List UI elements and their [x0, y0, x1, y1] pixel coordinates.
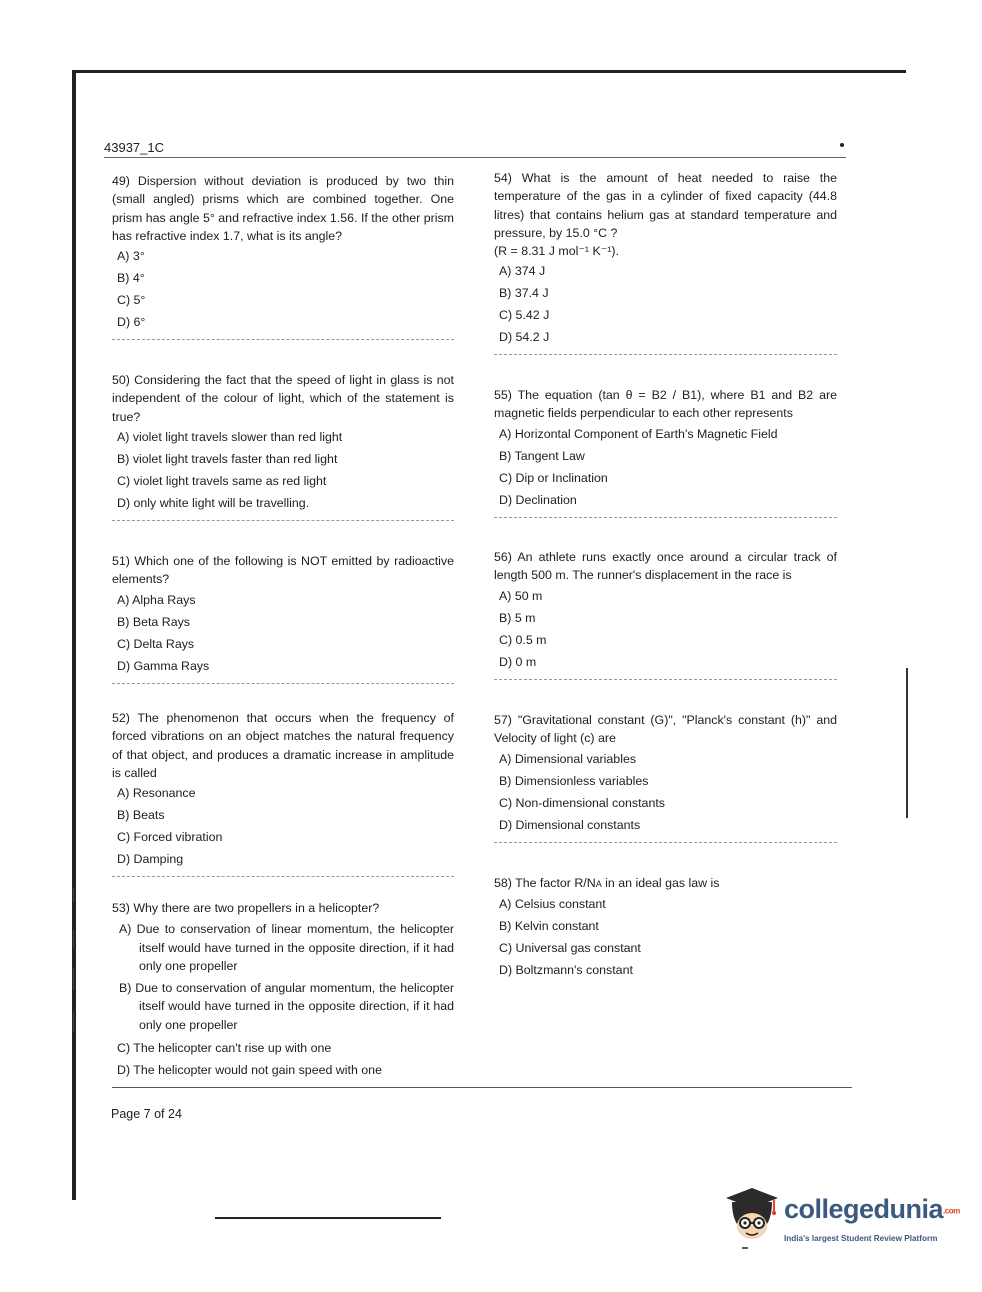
option-d: D) The helicopter would not gain speed with one — [117, 1063, 382, 1078]
scan-mark-right — [906, 668, 908, 818]
option-d: D) 54.2 J — [499, 330, 550, 345]
question-58 — [494, 874, 837, 981]
option-b: B) Dimensionless variables — [499, 773, 649, 788]
option-a: A) Dimensional variables — [499, 751, 637, 766]
logo-suffix: .com — [943, 1206, 960, 1216]
option-c: C) 5° — [117, 293, 146, 308]
option-a: A) violet light travels slower than red light — [117, 429, 343, 444]
question-stem: 51) Which one of the following is NOT emitted by radioactive elements? — [112, 554, 454, 587]
question-stem: 56) An athlete runs exactly once around a circular track of length 500 m. The runner's displacement in the race is — [494, 550, 837, 583]
option-a: A) Alpha Rays — [117, 592, 196, 607]
question-51 — [112, 552, 454, 684]
option-d: D) 6° — [117, 315, 146, 330]
paper-code: 43937_1C — [104, 140, 164, 155]
question-divider — [112, 683, 454, 684]
header-rule — [104, 157, 846, 158]
option-b: B) 5 m — [499, 610, 536, 625]
option-c: C) 5.42 J — [499, 308, 550, 323]
stem-subscript: A — [595, 879, 602, 889]
question-divider — [494, 679, 837, 680]
option-c: C) Forced vibration — [117, 830, 223, 845]
question-54 — [494, 169, 837, 355]
scan-tick — [73, 888, 74, 902]
question-55 — [494, 386, 837, 518]
option-b: B) 4° — [117, 271, 145, 286]
question-stem: 54) What is the amount of heat needed to raise the temperature of the gas in a cylinder of fixed capacity (44.8 litres) that contains helium gas at standard temperature and pressure, by 15.0 °C ? — [494, 171, 837, 240]
option-b: B) Kelvin constant — [499, 919, 599, 934]
option-c: C) Non-dimensional constants — [499, 795, 665, 810]
question-stem — [494, 874, 837, 893]
option-a: A) 374 J — [499, 264, 546, 279]
option-c: C) 0.5 m — [499, 632, 547, 647]
option-a: A) 50 m — [499, 588, 543, 603]
option-d: D) Damping — [117, 852, 184, 867]
question-divider — [112, 876, 454, 877]
question-divider — [112, 339, 454, 340]
logo-tagline: India's largest Student Review Platform — [784, 1234, 938, 1243]
question-divider — [494, 354, 837, 355]
question-stem: 53) Why there are two propellers in a helicopter? — [112, 901, 380, 915]
question-stem: 50) Considering the fact that the speed of light in glass is not independent of the colour of light, which of the statement is true? — [112, 373, 454, 424]
option-a: A) Due to conservation of linear momentum, the helicopter itself would have turned in the opposite direction, if it had only one propeller — [119, 922, 454, 974]
question-53 — [112, 899, 454, 1081]
scan-tick — [73, 930, 74, 948]
option-b: B) violet light travels faster than red light — [117, 451, 338, 466]
stem-suffix: in an ideal gas law is — [601, 876, 720, 890]
question-50 — [112, 371, 454, 521]
page-number: Page 7 of 24 — [111, 1107, 182, 1121]
option-b: B) 37.4 J — [499, 286, 549, 301]
scan-tick — [73, 968, 74, 990]
option-b: B) Tangent Law — [499, 448, 585, 463]
option-c: C) Universal gas constant — [499, 941, 641, 956]
question-divider — [494, 517, 837, 518]
option-a: A) Celsius constant — [499, 897, 606, 912]
option-a: A) Resonance — [117, 786, 196, 801]
question-divider — [494, 842, 837, 843]
logo-name: collegedunia — [784, 1194, 944, 1224]
option-c: C) Dip or Inclination — [499, 470, 608, 485]
collegedunia-logo — [722, 1186, 962, 1256]
question-56 — [494, 548, 837, 680]
question-stem: 52) The phenomenon that occurs when the frequency of forced vibrations on an object matches the natural frequency of that object, and produces a dramatic increase in amplitude is called — [112, 711, 454, 780]
scan-bottom-line — [215, 1217, 441, 1219]
question-57 — [494, 711, 837, 843]
question-stem: 55) The equation (tan θ = B2 / B1), where B1 and B2 are magnetic fields perpendicular to each other represents — [494, 388, 837, 421]
question-52 — [112, 709, 454, 877]
option-c: C) violet light travels same as red light — [117, 473, 327, 488]
gas-constant: (R = 8.31 J mol⁻¹ K⁻¹). — [494, 244, 619, 259]
option-d: D) only white light will be travelling. — [117, 495, 310, 510]
option-c: C) Delta Rays — [117, 636, 195, 651]
option-c: C) The helicopter can't rise up with one — [117, 1041, 332, 1056]
logo-wordmark — [784, 1194, 960, 1225]
option-d: D) 0 m — [499, 654, 537, 669]
option-a: A) 3° — [117, 249, 145, 264]
option-b: B) Beta Rays — [117, 614, 190, 629]
header-dot — [840, 143, 844, 147]
question-49 — [112, 172, 454, 340]
option-d: D) Gamma Rays — [117, 658, 210, 673]
option-a: A) Horizontal Component of Earth's Magnetic Field — [499, 426, 778, 441]
option-b: B) Due to conservation of angular momentum, the helicopter itself would have turned in the opposite direction, if it had only one propeller — [119, 980, 454, 1032]
option-d: D) Declination — [499, 492, 577, 507]
option-b: B) Beats — [117, 808, 165, 823]
question-stem: 57) "Gravitational constant (G)", "Planck's constant (h)" and Velocity of light (c) are — [494, 713, 837, 746]
scan-border-top — [72, 70, 906, 73]
footer-rule — [112, 1087, 852, 1088]
question-stem: 49) Dispersion without deviation is produced by two thin (small angled) prisms which are combined together. One prism has angle 5° and refractive index 1.56. If the other prism has refractive index 1.7, what is its angle? — [112, 174, 454, 243]
option-d: D) Dimensional constants — [499, 817, 641, 832]
stem-prefix: 58) The factor R/N — [494, 876, 596, 890]
mascot-icon — [722, 1186, 782, 1256]
scan-tick — [73, 1012, 74, 1032]
option-d: D) Boltzmann's constant — [499, 963, 633, 978]
question-divider — [112, 520, 454, 521]
